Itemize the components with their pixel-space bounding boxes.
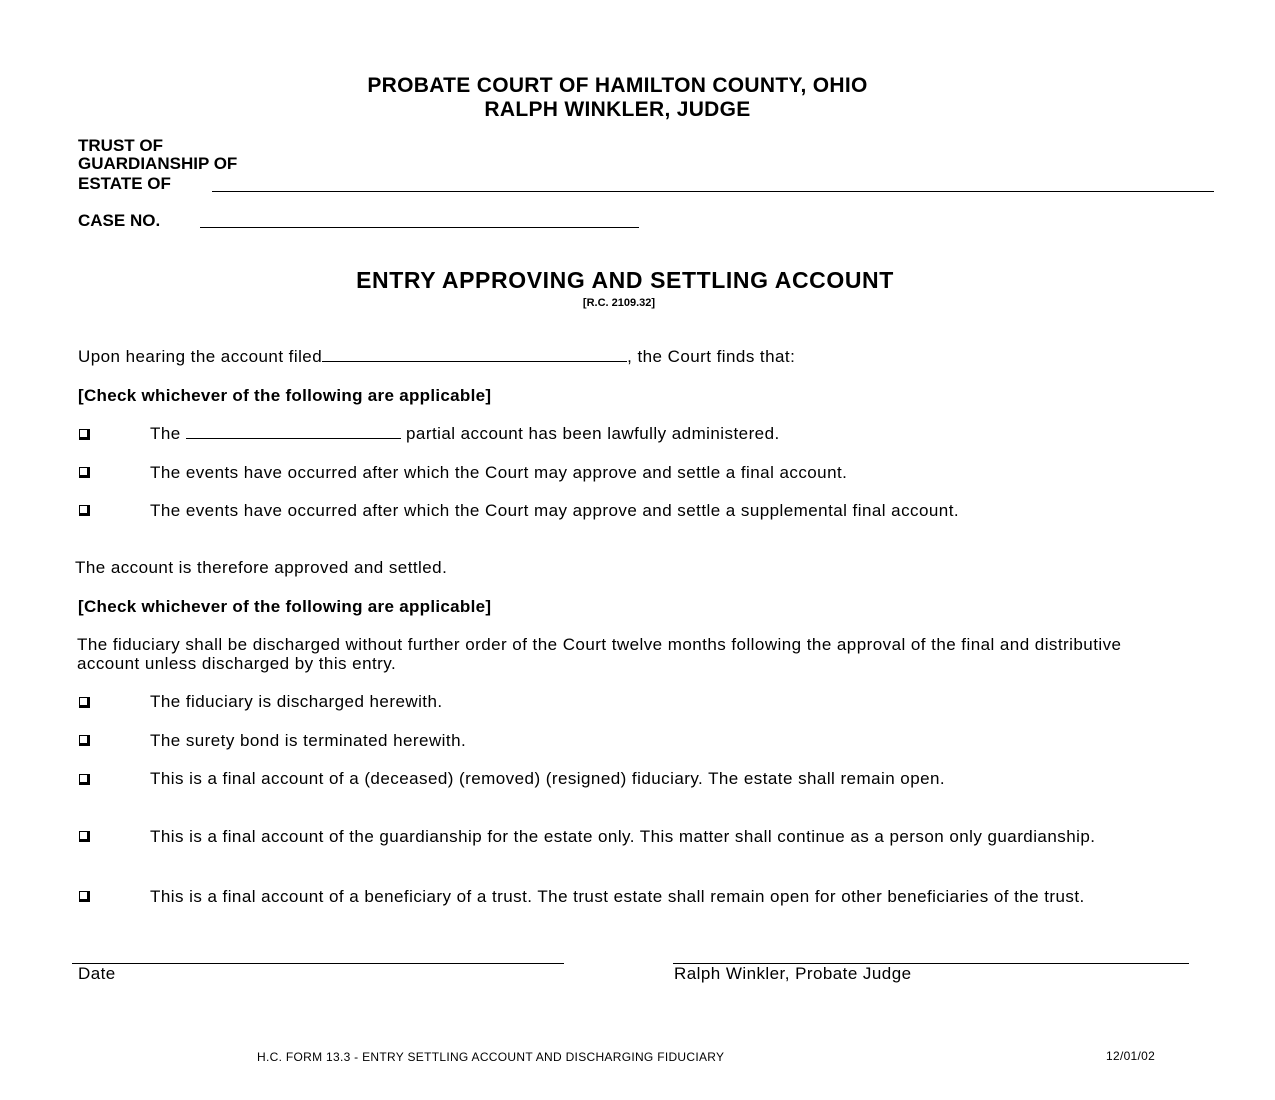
partial-account-suffix: partial account has been lawfully administered. bbox=[406, 424, 780, 443]
account-filed-field[interactable] bbox=[322, 347, 627, 362]
judge-signature-label: Ralph Winkler, Probate Judge bbox=[674, 964, 912, 983]
fiduciary-discharged-checkbox[interactable] bbox=[79, 697, 90, 708]
supplemental-account-item: The events have occurred after which the Court may approve and settle a supplemental final account. bbox=[150, 501, 960, 520]
finding-prefix: Upon hearing the account filed bbox=[78, 347, 323, 366]
trust-beneficiary-item: This is a final account of a beneficiary of a trust. The trust estate shall remain open for other beneficiaries of the trust. bbox=[150, 887, 1085, 906]
partial-account-item bbox=[150, 424, 1180, 443]
final-account-checkbox[interactable] bbox=[79, 467, 90, 478]
partial-account-number-field[interactable] bbox=[186, 424, 401, 439]
discharge-paragraph: The fiduciary shall be discharged without further order of the Court twelve months following the approval of the final and distributive account unless discharged by this entry. bbox=[77, 635, 1122, 673]
guardianship-estate-item: This is a final account of the guardianship for the estate only. This matter shall continue as a person only guardianship. bbox=[150, 827, 1096, 846]
form-date: 12/01/02 bbox=[1106, 1049, 1156, 1063]
date-signature-line[interactable] bbox=[72, 963, 564, 964]
statute-reference: [R.C. 2109.32] bbox=[582, 297, 656, 309]
surety-bond-item: The surety bond is terminated herewith. bbox=[150, 731, 467, 750]
final-account-item: The events have occurred after which the Court may approve and settle a final account. bbox=[150, 463, 848, 482]
estate-of-label: ESTATE OF bbox=[78, 174, 171, 193]
trust-beneficiary-checkbox[interactable] bbox=[79, 891, 90, 902]
section2-instruction: [Check whichever of the following are applicable] bbox=[78, 597, 492, 616]
finding-suffix: , the Court finds that: bbox=[627, 347, 796, 366]
fiduciary-final-account-item: This is a final account of a (deceased) (removed) (resigned) fiduciary. The estate shall remain open. bbox=[150, 769, 946, 788]
date-label: Date bbox=[78, 964, 116, 983]
trust-of-label: TRUST OF bbox=[78, 136, 163, 155]
supplemental-account-checkbox[interactable] bbox=[79, 505, 90, 516]
section1-instruction: [Check whichever of the following are applicable] bbox=[78, 386, 492, 405]
form-footer: H.C. FORM 13.3 - ENTRY SETTLING ACCOUNT AND DISCHARGING FIDUCIARY bbox=[257, 1050, 725, 1064]
estate-name-field[interactable] bbox=[212, 191, 1214, 192]
surety-bond-checkbox[interactable] bbox=[79, 735, 90, 746]
court-name: PROBATE COURT OF HAMILTON COUNTY, OHIO bbox=[367, 74, 868, 97]
guardianship-estate-checkbox[interactable] bbox=[79, 831, 90, 842]
approval-statement: The account is therefore approved and settled. bbox=[75, 558, 448, 577]
case-number-label: CASE NO. bbox=[78, 211, 161, 230]
document-title: ENTRY APPROVING AND SETTLING ACCOUNT bbox=[356, 267, 894, 293]
guardianship-of-label: GUARDIANSHIP OF bbox=[78, 154, 238, 173]
judge-name: RALPH WINKLER, JUDGE bbox=[484, 98, 751, 121]
partial-account-checkbox[interactable] bbox=[79, 429, 90, 440]
case-number-field[interactable] bbox=[200, 227, 639, 228]
partial-account-prefix: The bbox=[150, 424, 181, 443]
fiduciary-discharged-item: The fiduciary is discharged herewith. bbox=[150, 692, 443, 711]
finding-sentence bbox=[78, 347, 795, 367]
fiduciary-final-account-checkbox[interactable] bbox=[79, 774, 90, 785]
